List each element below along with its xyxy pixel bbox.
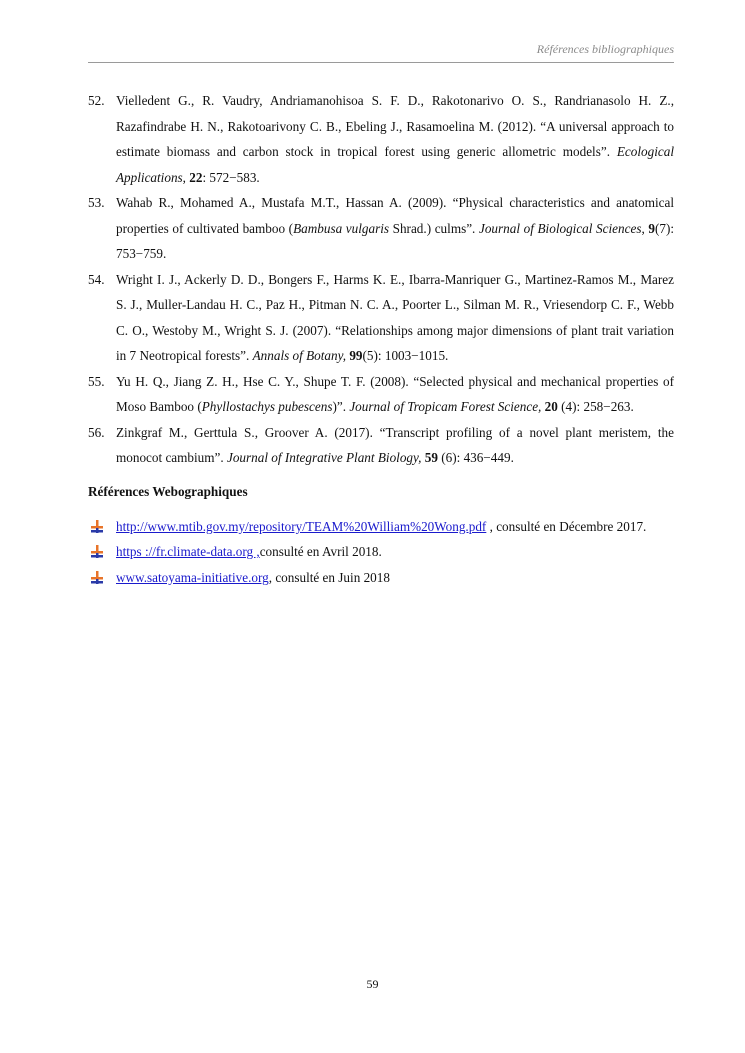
reference-entry bbox=[88, 88, 674, 190]
reference-text: Wright I. J., Ackerly D. D., Bongers F., Harms K. E., Ibarra-Manriquer G., Martinez-Ramos M., Marez S. J., Muller-Landau H. C., Paz H., Pitman N. C. A., Poorter L., Silman M. R., Vriesendorp C. F., Webb C. O., Westoby M., Wright S. J. (2007). “Relationships among major dimensions of plant trait variation in 7 Neotropical forests”. bbox=[116, 271, 674, 363]
reference-text: )”. bbox=[332, 399, 350, 414]
page-number: 59 bbox=[366, 977, 379, 991]
reference-number: 53. bbox=[88, 195, 105, 210]
webography-note: , consulté en Décembre 2017. bbox=[486, 518, 647, 534]
webography-item bbox=[90, 565, 680, 591]
webography-note: , consulté en Juin 2018 bbox=[268, 569, 390, 585]
reference-italic-text: Journal of Biological Sciences bbox=[478, 220, 642, 236]
reference-text: (5): 1003−1015. bbox=[362, 348, 449, 363]
reference-number: 54. bbox=[88, 271, 105, 287]
reference-italic-text: Bambusa vulgaris bbox=[293, 220, 390, 236]
webography-item bbox=[90, 514, 680, 540]
reference-volume: 22 bbox=[189, 169, 203, 185]
running-header: Références bibliographiques bbox=[88, 42, 674, 63]
reference-text: Shrad.) culms”. bbox=[389, 220, 479, 236]
reference-text: , bbox=[641, 220, 649, 236]
webography-note: consulté en Avril 2018. bbox=[259, 544, 382, 560]
reference-text: (4): 258−263. bbox=[557, 399, 634, 414]
reference-italic-text: Ecological Applications bbox=[116, 144, 674, 185]
webography-link[interactable]: www.satoyama-initiative.org bbox=[116, 569, 269, 585]
reference-italic-text: Phyllostachys pubescens bbox=[201, 399, 333, 414]
reference-text: Yu H. Q., Jiang Z. H., Hse C. Y., Shupe T. F. (2008). “Selected physical and mechanical properties of Moso Bamboo ( bbox=[116, 373, 674, 414]
reference-entry bbox=[88, 267, 674, 369]
reference-italic-text: Journal of Integrative Plant Biology, bbox=[226, 450, 422, 465]
webography-heading: Références Webographiques bbox=[88, 484, 248, 499]
reference-number: 56. bbox=[88, 424, 105, 440]
webography-link[interactable]: https ://fr.climate-data.org , bbox=[116, 544, 260, 560]
arrow-bullet-icon bbox=[90, 545, 104, 559]
reference-entry bbox=[88, 420, 674, 471]
reference-entry bbox=[88, 369, 674, 420]
reference-volume: 20 bbox=[544, 399, 558, 414]
reference-volume: 99 bbox=[349, 348, 363, 363]
reference-list bbox=[88, 88, 674, 471]
reference-number: 52. bbox=[88, 93, 105, 108]
reference-entry bbox=[88, 190, 674, 267]
reference-text: Wahab R., Mohamed A., Mustafa M.T., Hassan A. (2009). “Physical characteristics and anatomical properties of cultivated bamboo ( bbox=[116, 195, 674, 236]
reference-text: Vielledent G., R. Vaudry, Andriamanohisoa S. F. D., Rakotonarivo O. S., Randrianasolo H. Z., Razafindrabe H. N., Rakotoarivony C. B., Ebeling J., Rasamoelina M. (2012). “A universal approach to estimate biomass and carbon stock in tropical forest using generic allometric models”. bbox=[116, 93, 674, 159]
reference-volume: 9 bbox=[648, 220, 655, 236]
reference-italic-text: Journal of Tropicam Forest Science, bbox=[349, 399, 542, 414]
reference-text: (7): 753−759. bbox=[116, 220, 675, 261]
reference-text: , bbox=[182, 169, 190, 185]
reference-number: 55. bbox=[88, 373, 105, 389]
reference-text: (6): 436−449. bbox=[437, 450, 514, 465]
webography-link[interactable]: http://www.mtib.gov.my/repository/TEAM%20William%20Wong.pdf bbox=[116, 518, 487, 534]
reference-italic-text: Annals of Botany, bbox=[252, 348, 347, 363]
arrow-bullet-icon bbox=[90, 571, 104, 585]
reference-volume: 59 bbox=[424, 450, 438, 465]
reference-text: Zinkgraf M., Gerttula S., Groover A. (2017). “Transcript profiling of a novel plant meristem, the monocot cambium”. bbox=[116, 424, 674, 465]
reference-text: : 572−583. bbox=[202, 169, 260, 185]
webography-item bbox=[90, 540, 680, 566]
webography-list bbox=[90, 514, 680, 591]
arrow-bullet-icon bbox=[90, 520, 104, 534]
